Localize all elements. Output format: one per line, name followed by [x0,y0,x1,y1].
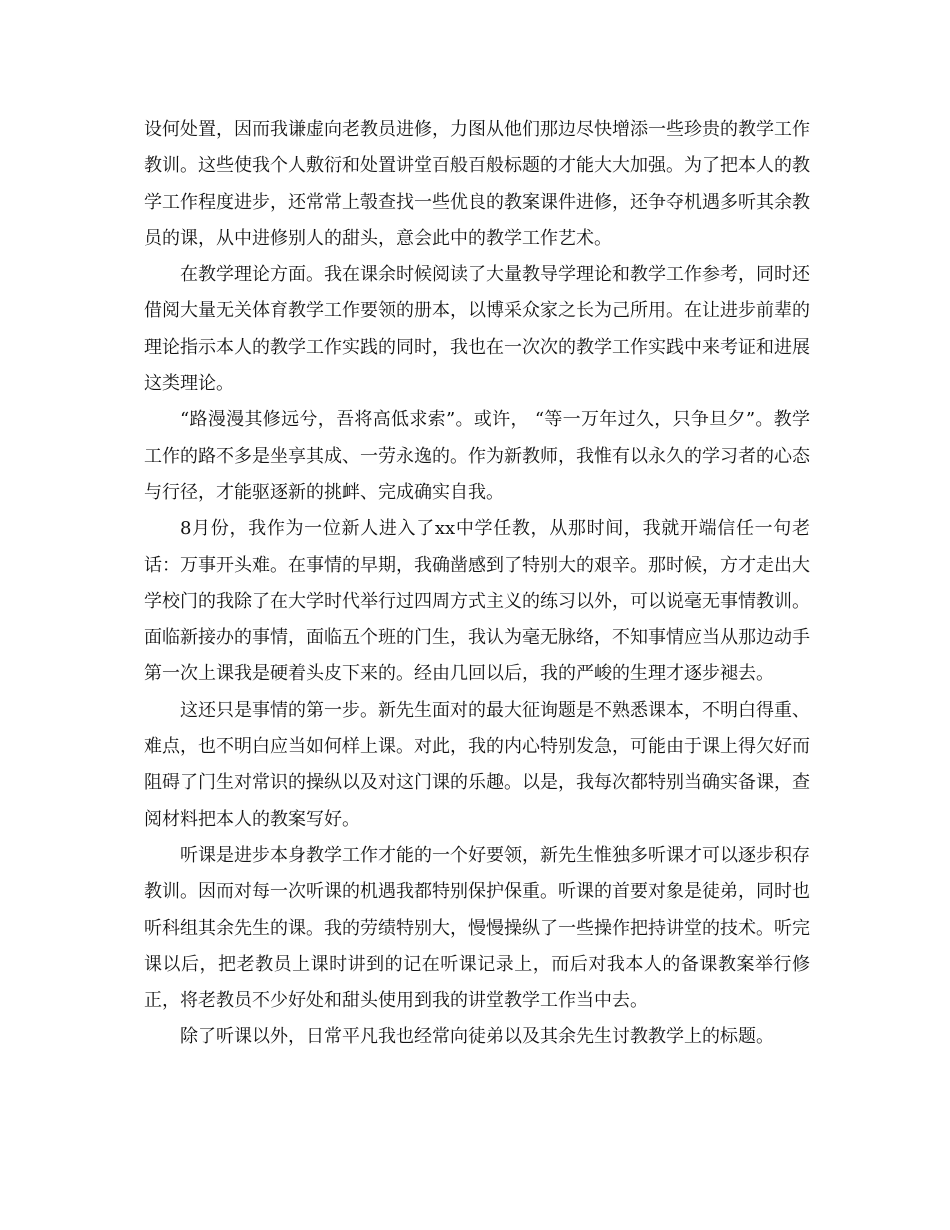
document-body [144,112,810,1056]
paragraph-6: 听课是进步本身教学工作才能的一个好要领，新先生惟独多听课才可以逐步积存教训。因而对每一次听课的机遇我都特别保护保重。听课的首要对象是徒弟，同时也听科组其余先生的课。我的劳绩特别大，慢慢操纵了一些操作把持讲堂的技术。听完课以后，把老教员上课时讲到的记在听课记录上，而后对我本人的备课教案举行修正，将老教员不少好处和甜头使用到我的讲堂教学工作当中去。 [144,844,810,1012]
paragraph-2: 在教学理论方面。我在课余时候阅读了大量教导学理论和教学工作参考，同时还借阅大量无关体育教学工作要领的册本，以博采众家之长为己所用。在让进步前辈的理论指示本人的教学工作实践的同时，我也在一次次的教学工作实践中来考证和进展这类理论。 [144,264,810,395]
paragraph-5: 这还只是事情的第一步。新先生面对的最大征询题是不熟悉课本，不明白得重、难点，也不明白应当如何样上课。对此，我的内心特别发急，可能由于课上得欠好而阻碍了门生对常识的操纵以及对这门课的乐趣。以是，我每次都特别当确实备课，查阅材料把本人的教案写好。 [144,699,810,830]
paragraph-7: 除了听课以外，日常平凡我也经常向徒弟以及其余先生讨教教学上的标题。 [180,1026,774,1048]
paragraph-4: 8月份，我作为一位新人进入了xx中学任教，从那时间，我就开端信任一句老话：万事开头难。在事情的早期，我确凿感到了特别大的艰辛。那时候，方才走出大学校门的我除了在大学时代举行过四周方式主义的练习以外，可以说毫无事情教训。面临新接办的事情，面临五个班的门生，我认为毫无脉络，不知事情应当从那边动手第一次上课我是硬着头皮下来的。经由几回以后，我的严峻的生理才逐步褪去。 [144,518,810,685]
paragraph-3: “路漫漫其修远兮，吾将高低求索”。或许， “等一万年过久，只争旦夕”。教学工作的路不多是坐享其成、一劳永逸的。作为新教师，我惟有以永久的学习者的心态与行径，才能驱逐新的挑衅、完成确实自我。 [144,409,810,503]
paragraph-1: 设何处置，因而我谦虚向老教员进修，力图从他们那边尽快增添一些珍贵的教学工作教训。这些使我个人敷衍和处置讲堂百般百般标题的才能大大加强。为了把本人的教学工作程度进步，还常常上彀查找一些优良的教案课件进修，还争夺机遇多听其余教员的课，从中进修别人的甜头，意会此中的教学工作艺术。 [144,119,810,249]
